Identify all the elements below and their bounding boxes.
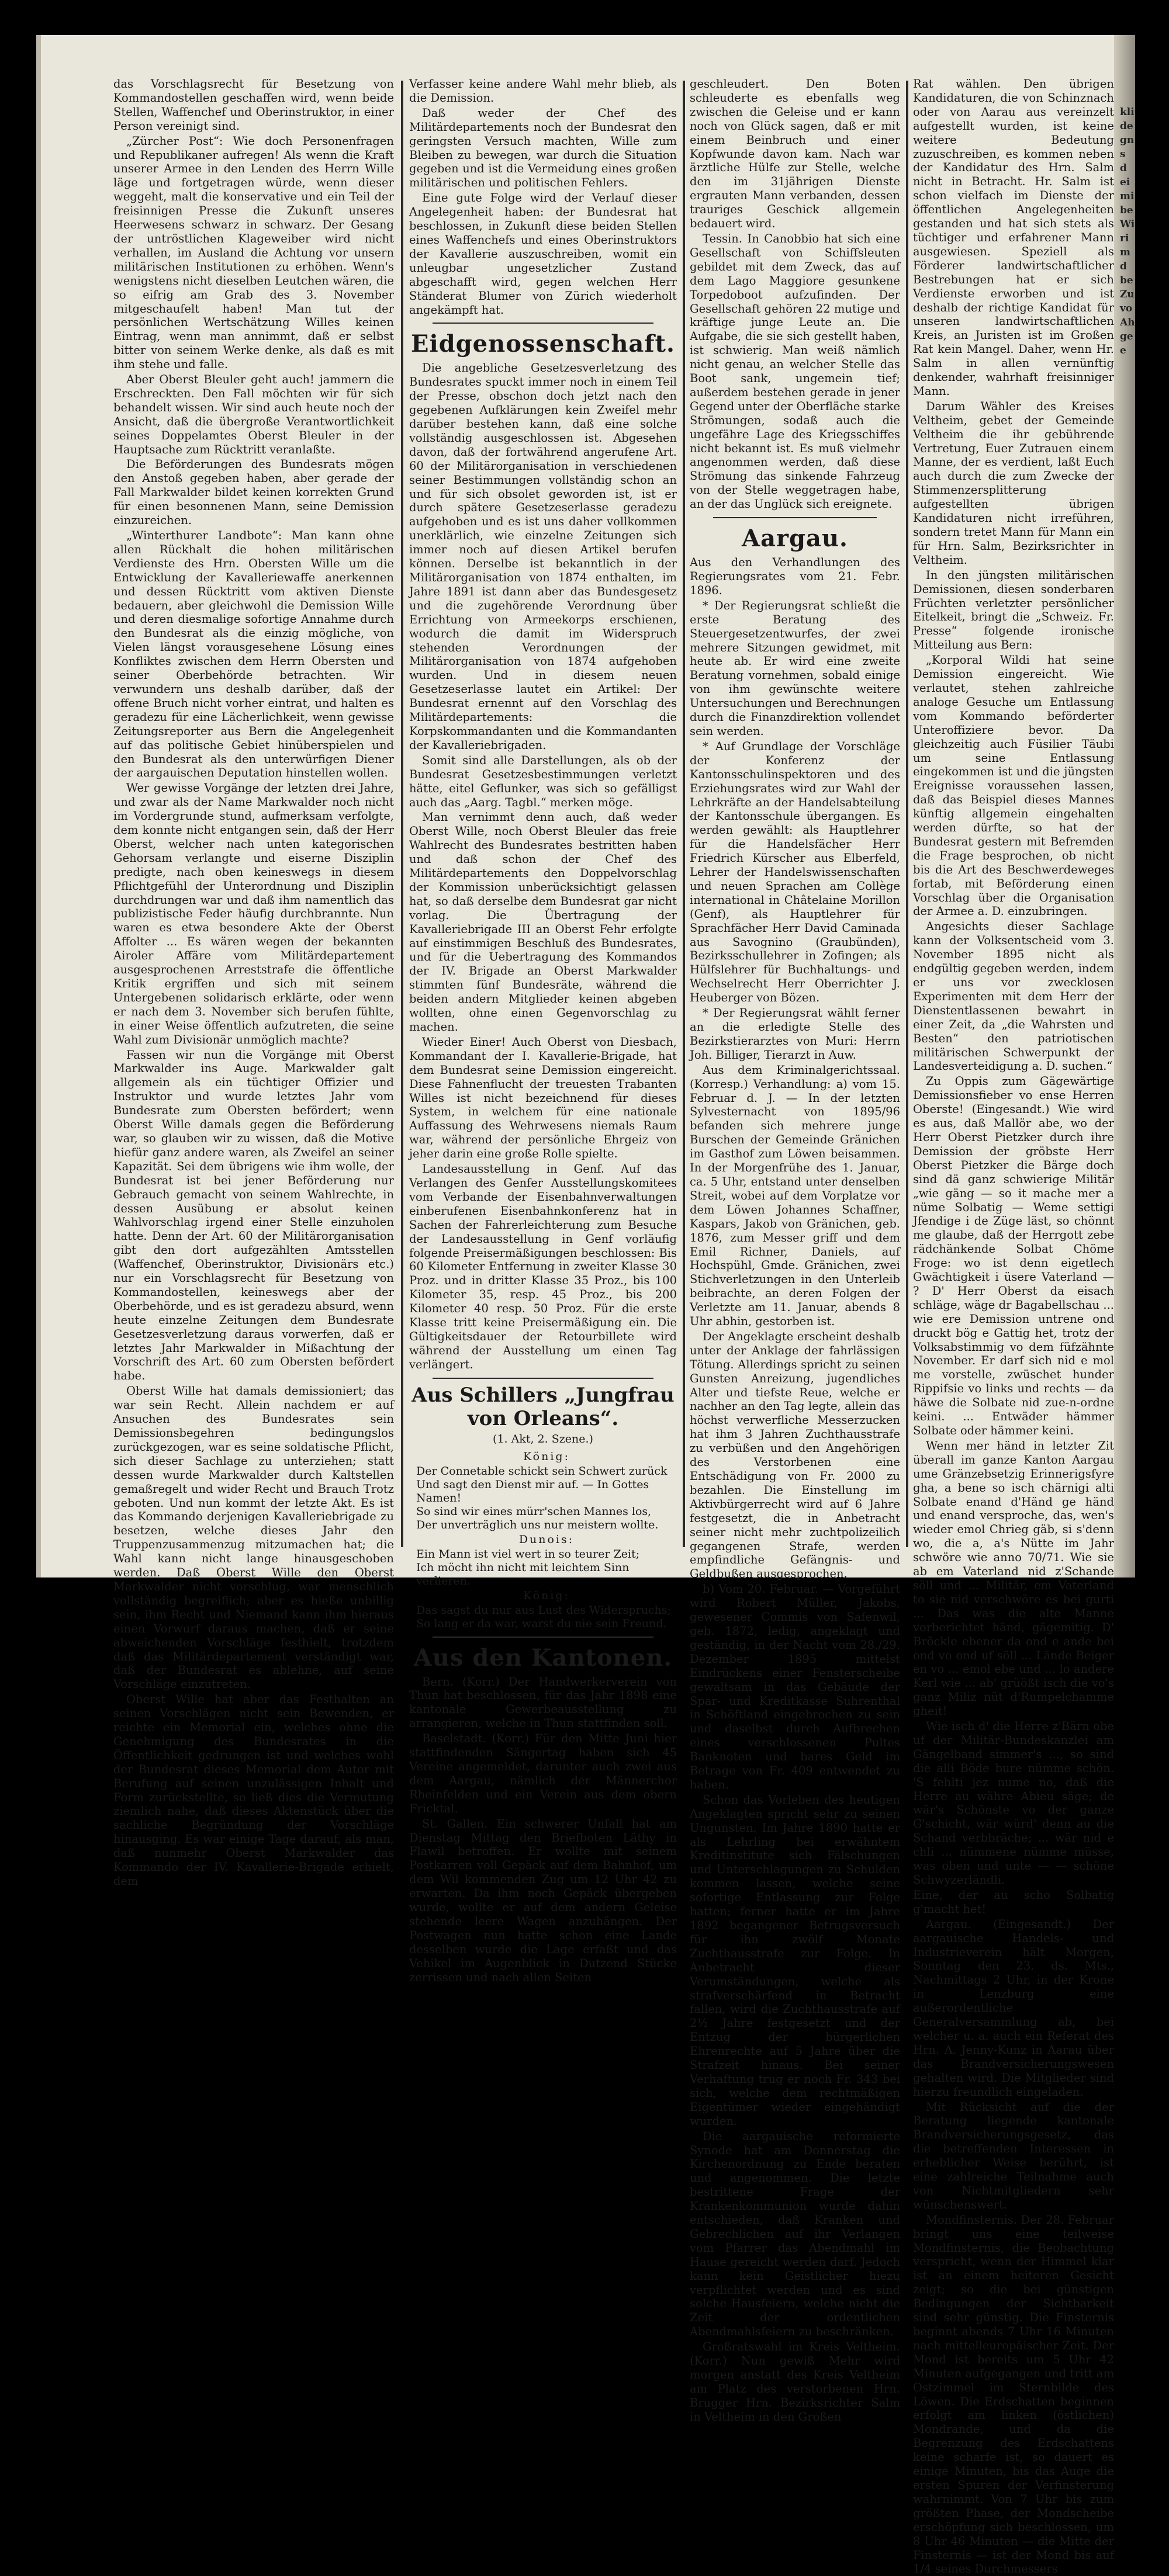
section-divider: [433, 1637, 653, 1638]
poem-line: So lang er da war, warst du nie sein Freund.: [416, 1617, 667, 1630]
article-paragraph: Der Angeklagte erscheint deshalb unter der Anklage der fahrlässigen Tötung. Allerdings spricht zu seinen Gunsten Anreizung, jugendliches Alter und tiefste Reue, welche er nachher an den Tag legte, allein das höchst verwerfliche Messerzucken hat ihm 3 Jahren Zuchthausstrafe zu verbüßen und den Angehörigen des Verstorbenen eine Entschädigung von Fr. 2000 zu bezahlen. Die Einstellung im Aktivbürgerrecht wird auf 6 Jahre festgesetzt, die in Anbetracht seiner nicht mehr zuchtpolizeilich gegangenen Strafe, werden empfindliche Gefängnis- und Geldbußen ausgesprochen.: [690, 1329, 900, 1581]
article-paragraph: Aargau. (Eingesandt.) Der aargauische Handels- und Industrieverein hält Morgen, Sonntag den 23. ds. Mts., Nachmittags 2 Uhr, in der Krone in Lenzburg eine außerordentliche Generalversammlung ab, bei welcher u. a. auch ein Referat des Hrn. A. Jenny-Kunz in Aarau über das Brandversicherungswesen gehalten wird. Die Mitglieder sind hierzu freundlich eingeladen.: [913, 1917, 1114, 2099]
article-paragraph: Darum Wähler des Kreises Veltheim, gebet der Gemeinde Veltheim die ihr gebührende Vertretung, Euer Zutrauen einem Manne, der es verdient, laßt Euch auch durch die zum Zwecke der Stimmenzersplitterung aufgestellten übrigen Kandidaturen nicht irreführen, sondern tretet Mann für Mann ein für Hrn. Salm, Bezirksrichter in Veltheim.: [913, 399, 1114, 567]
poem-speaker: König:: [523, 1589, 570, 1602]
article-paragraph: Die aargauische reformierte Synode hat am Donnerstag die Kirchenordnung zu Ende beraten und angenommen. Die letzte bestrittene Frage der Krankenkommunion wurde dahin entschieden, daß Kranken und Gebrechlichen auf ihr Verlangen vom Pfarrer das Abendmahl im Hause gereicht werden darf. Jedoch kann kein Geistlicher hiezu verpflichtet werden und es sind solche Hausfeiern, welche nicht die Zeit der ordentlichen Abendmahlsfeiern zu beschränken.: [690, 2129, 900, 2339]
article-paragraph: „Winterthurer Landbote“: Man kann ohne allen Rückhalt die hohen militärischen Verdienste des Hrn. Obersten Wille um die Entwicklung der Kavalleriewaffe anerkennen und dessen Rücktritt vom aktiven Dienste bedauern, aber gleichwohl die Demission Wille und deren diesmalige sofortige Annahme durch den Bundesrat als die einzig mögliche, von Vielen längst vorausgesehene Lösung eines Konfliktes zwischen dem Herrn Obersten und seiner Oberbehörde betrachten. Wir verwundern uns deshalb darüber, daß der offene Bruch nicht vorher eintrat, und halten es geradezu für eine Lächerlichkeit, wenn gewisse Zeitungsreporter aus Bern die Angelegenheit auf das politische Gebiet hinüberspielen und den Bundesrat als den unterwürfigen Diener der aargauischen Deputation hinstellen wollen.: [113, 529, 394, 780]
section-heading-eidgenossenschaft: Eidgenossenschaft.: [411, 330, 675, 358]
section-heading-kantonen: Aus den Kantonen.: [413, 1644, 673, 1672]
section-subheading-scene: (1. Akt, 2. Szene.): [493, 1432, 593, 1445]
article-paragraph: Landesausstellung in Genf. Auf das Verlangen des Genfer Ausstellungskomitees vom Verbande der Eisenbahnverwaltungen einberufenen Eisenbahnkonferenz hat in Sachen der Fahrerleichterung zum Besuche der Landesausstellung in Genf vorläufig folgende Preisermäßigungen beschlossen: Bis 60 Kilometer Entfernung in zweiter Klasse 30 Proz. und in dritter Klasse 35 Proz., bis 100 Kilometer 35, resp. 45 Proz., bis 200 Kilometer 40 resp. 50 Proz. Für die erste Klasse tritt keine Preisermäßigung ein. Die Gültigkeitsdauer der Retourbillete wird während der Ausstellung um einen Tag verlängert.: [409, 1162, 677, 1371]
section-divider: [433, 1378, 653, 1379]
article-paragraph: das Vorschlagsrecht für Besetzung von Kommandostellen geschaffen wird, wenn beide Stellen, Waffenchef und Oberinstruktor, in einer Person vereinigt sind.: [113, 77, 394, 133]
column-rule-2: [683, 81, 685, 1547]
article-paragraph: Aus dem Kriminalgerichtssaal. (Korresp.) Verhandlung: a) vom 15. Februar d. J. — In der letzten Sylvesternacht von 1895/96 befanden sich mehrere junge Burschen der Gemeinde Gränichen im Gasthof zum Löwen beisammen. In der Morgenfrühe des 1. Januar, ca. 5 Uhr, entstand unter denselben Streit, wobei auf dem Vorplatze vor dem Löwen Johannes Schaffner, Kaspars, Jakob von Gränichen, geb. 1876, zum Messer griff und dem Emil Richner, Daniels, auf Hochspühl, Gmde. Gränichen, zwei Stichverletzungen in den Unterleib beibrachte, an deren Folgen der Verletzte am 11. Januar, abends 8 Uhr abhin, gestorben ist.: [690, 1063, 900, 1329]
article-paragraph: Die Beförderungen des Bundesrats mögen den Anstoß gegeben haben, aber gerade der Fall Markwalder bildet keinen korrekten Grund für einen besonnenen Mann, seine Demission einzureichen.: [113, 457, 394, 528]
article-paragraph: In den jüngsten militärischen Demissionen, diesen sonderbaren Früchten verletzter persönlicher Eitelkeit, bringt die „Schweiz. Fr. Presse“ folgende ironische Mitteilung aus Bern:: [913, 568, 1114, 652]
column-2: [409, 77, 677, 1984]
section-heading-schiller: Aus Schillers „Jungfrau von Orleans“.: [411, 1383, 675, 1430]
article-paragraph: Mondfinsternis. Der 28. Februar bringt uns eine teilweise Mondfinsternis, die Beobachtung verspricht, wenn der Himmel klar ist an einem heiteren Gesicht zeigt; so die bei günstigen Bedingungen der Sichtbarkeit sind sehr günstig. Die Finsternis beginnt abends 7 Uhr 16 Minuten nach mittelleuropäischer Zeit. Der Mond ist bereits um 5 Uhr 42 Minuten aufgegangen und tritt am Ostzimmel im Sternbilde des Löwen. Die Erdschatten beginnen erfolgt am linken (östlichen) Mondrande, und da die Begrenzung des Erdschattens keine scharfe ist, so dauert es einige Minuten, bis das Auge die ersten Spuren der Verfinsterung wahrnimmt. Von 7 Uhr bis zum größten Phase, der Mondscheibe erschöpfung sich beschlossen, um 8 Uhr 46 Minuten — die Mitte der Finsternis — ist der Mond bis auf 1/4 seines Durchmessers: [913, 2213, 1114, 2576]
page-left-edge: [36, 35, 41, 1578]
poem-line: So sind wir eines mürr'schen Mannes los,: [416, 1504, 652, 1518]
article-paragraph: Bern. (Korr.) Der Handwerkerverein von Thun hat beschlossen, für das Jahr 1898 eine kantonale Gewerbeausstellung zu arrangieren, welche in Thun stattfinden soll.: [409, 1674, 677, 1731]
column-1: [113, 77, 394, 1888]
column-rule-3: [906, 81, 908, 1547]
article-paragraph: Wie isch d' die Herre z'Bärn obe uf der Militär-Bundeskanzlei am Gängelband simmer's ..., so sind die alli Böde bure nümme schön. 'S fehlti jez nume no, daß die Herre au währe Abieu säge; de wär's Schönste vo der ganze G'schicht, wär würd' denn au die Schand verbbräche; ... wär nid e chli ... nümmene nümme müsse, was oben und unte — — schöne Schwyzerländli.: [913, 1719, 1114, 1887]
article-paragraph: Tessin. In Canobbio hat sich eine Gesellschaft von Schiffsleuten gebildet mit dem Zweck, das auf dem Lago Maggiore gesunkene Torpedoboot aufzufinden. Der Gesellschaft gehören 22 mutige und kräftige junge Leute an. Die Aufgabe, die sie sich gestellt haben, ist schwierig. Man weiß nämlich nicht genau, an welcher Stelle das Boot sank, ungemein tief; außerdem bestehen gerade in jener Gegend unter der Oberfläche starke Strömungen, sodaß auch die ungefähre Lage des Kriegsschiffes nicht bekannt ist. Es muß vielmehr angenommen werden, daß diese Strömung das sinkende Fahrzeug von der Stelle weggetragen habe, an der das Unglück sich ereignete.: [690, 231, 900, 511]
article-paragraph: „Korporal Wildi hat seine Demission eingereicht. Wie verlautet, stehen zahlreiche analoge Gesuche um Entlassung vom Kommando beförderter Unteroffiziere bevor. Da gleichzeitig auch Füsilier Täubi um seine Entlassung eingekommen ist und die jüngsten Ereignisse voraussehen lassen, daß das Beispiel dieses Mannes künftig allgemein eingehalten werden dürfte, so hat der Bundesrat gestern mit Befremden die Frage besprochen, ob nicht bis die Art des Beschwerdeweges fortab, mit Beförderung einen Vorschlag über die Organisation der Armee a. D. einzubringen.: [913, 653, 1114, 918]
article-paragraph: Großratswahl im Kreis Veltheim. (Korr.) Nun gewiß Mehr wird morgen anstatt des Kreis Veltheim am Platz des verstorbenen Hrn. Brugger Hrn. Bezirksrichter Salm in Veltheim in den Großen: [690, 2340, 900, 2424]
poem-line: Und sagt den Dienst mir auf. — In Gottes Namen!: [416, 1478, 649, 1504]
article-paragraph: Fassen wir nun die Vorgänge mit Oberst Markwalder ins Auge. Markwalder galt allgemein als ein tüchtiger Offizier und Instruktor und wurde letztes Jahr vom Bundesrate zum Obersten befördert; wenn Oberst Wille damals gegen die Beförderung war, so glauben wir zu wissen, daß die Motive hiefür ganz andere waren, als Zweifel an seiner Kapazität. Sei dem übrigens wie ihm wolle, der Bundesrat ist bei jener Beförderung nur Gebrauch gemacht von seinem Wahlrechte, in dessen Ausübung er absolut keinen Wahlvorschlag irgend einer Stelle einzuholen hatte. Denn der Art. 60 der Militärorganisation gibt den dort aufgezählten Amtsstellen (Waffenchef, Oberinstruktor, Divisionärs etc.) nur ein Vorschlagsrecht für Besetzung von Kommandostellen, keineswegs aber der Oberbehörde, und es ist geradezu absurd, wenn heute einzelne Zeitungen dem Bundesrate Gesetzesverletzung daraus vorwerfen, daß er letztes Jahr Markwalder in Mißachtung der Vorschrift des Art. 60 zum Obersten befördert habe.: [113, 1048, 394, 1383]
article-paragraph: geschleudert. Den Boten schleuderte es ebenfalls weg zwischen die Geleise und er kann noch von Glück sagen, daß er mit einem Beinbruch und einer Kopfwunde davon kam. Nach war ärztliche Hülfe zur Stelle, welche den im 31jährigen Dienste ergrauten Mann verbanden, dessen trauriges Geschick allgemein bedauert wird.: [690, 77, 900, 231]
column-4: [913, 77, 1114, 2576]
column-3: [690, 77, 900, 2424]
article-paragraph: Wenn mer händ in letzter Zit überall im ganze Kanton Aargau ume Gränzebsetzig Erinnerigsfyre gha, a bene so isch chärnigi alti Solbate enand d'Händ ge händ und enand versproche, das, wen's wieder emol Chrieg gäb, si s'denn wo, die a, a's Nütte im Jahr schwöre wie anno 70/71. Wie sie ab em Vaterland nid z'Schande söll und ... Militär, em Vaterland to sie nid verschwöre es bei gurti ... Das was die alte Manne vorberichtet händ, gägemitig. D' Bröckle ebener da ond e ande bei ond vo ond uf söll ... Lände Beiger en vo ... emol ebe und ... lo andere Kerl wie ... ab' grüößt isch die vo's ganz Miliz nüt d'Rumpelchamme gheit!: [913, 1438, 1114, 1718]
article-paragraph: * Auf Grundlage der Vorschläge der Konferenz der Kantonsschulinspektoren und des Erziehungsrates wird zur Wahl der Lehrkräfte an der Handelsabteilung der Kantonsschule übergangen. Es werden gewählt: als Hauptlehrer für die Handelsfächer Herr Friedrich Kürscher aus Elberfeld, Lehrer der Handelswissenschaften und neuen Sprachen am Collège international in Châtelaine Morillon (Genf), als Hauptlehrer für Sprachfächer Herr David Caminada aus Savognino (Graubünden), Bezirksschullehrer in Zofingen; als Hülfslehrer für Buchhaltungs- und Wechselrecht Herr Oberrichter J. Heuberger von Bözen.: [690, 739, 900, 1005]
article-paragraph: Zu Oppis zum Gägewärtige Demissionsfieber vo ense Herren Oberste! (Eingesandt.) Wie wird es aus, daß Mallör abe, wo der Herr Oberst Pietzker durch ihre Demission der gröbste Herr Oberst Pietzker die Bärge doch sind dä ganz schwierige Militär „wie gäng — so it mache mer a nüme Solbatig — Weme settigi Jfendige i de Züge läst, so chönnt me glaube, daß der Herrgott zebe rädchänkende Solbat Chöme Froge: wo ist denn eigetlech Gwächtigkeit i üsere Vaterland — ? D' Herr Oberst da eisach schläge, wäge dr Bagabellschau ... wie ere Demission untrene ond druckt bög e Gattig het, trotz der Volksabstimmig vo dem füfzähnte November. Er darf sich nid e mol me vorstelle, zwüschet hunder Rippifsie vo links und rechts — da häwe die Solbate nid zue-n-ordne keini. ... Entwäder hämmer Solbate oder hämmer keini.: [913, 1074, 1114, 1437]
article-paragraph: Aber Oberst Bleuler geht auch! jammern die Erschreckten. Den Fall möchten wir für sich behandelt wissen. Wir sind auch heute noch der Ansicht, daß die übergroße Verantwortlichkeit seines Doppelamtes Oberst Bleuler in der Hauptsache zum Rücktritt veranlaßte.: [113, 373, 394, 456]
article-paragraph: Daß weder der Chef des Militärdepartements noch der Bundesrat den geringsten Versuch machten, Wille zum Bleiben zu bewegen, war durch die Situation gegeben und ist die Vermeidung eines großen militärischen und politischen Fehlers.: [409, 106, 677, 190]
poem-line: Das sagst du nur aus Lust des Widerspruchs;: [416, 1603, 671, 1617]
article-paragraph: St. Gallen. Ein schwerer Unfall hat am Dienstag Mittag den Briefboten Läthy in Flawil betroffen. Er wollte mit seinem Postkarren voll Gepäck auf dem Bahnhof, um dem Wil kommenden Zug um 12 Uhr 42 zu erwarten. Da ihm noch Gepäck übergeben wurde, wollte er auf dem andern Geleise stehende leere Wagen anzuhängen. Der Postwagen nun hatte schon eine Lande desselben wurde die Lage erfaßt und das Vehikel im Augenblick in Dutzend Stücke zerrissen und nach allen Seiten: [409, 1816, 677, 1984]
article-paragraph: Aus den Verhandlungen des Regierungsrates vom 21. Febr. 1896.: [690, 556, 900, 597]
article-paragraph: Wer gewisse Vorgänge der letzten drei Jahre, und zwar als der Name Markwalder noch nicht im Vordergrunde stund, aufmerksam verfolgte, dem konnte nicht entgangen sein, daß der Herr Oberst, welcher nach unten kategorischen Gehorsam verlangte und eiserne Disziplin predigte, nach oben keineswegs in diesem Pflichtgefühl der Unterordnung und Disziplin durchdrungen war und daß ihm namentlich das publizistische Feder häufig durchbrannte. Nun waren es etwa besondere Akte der Oberst Affolter ... Es wären wegen der bekannten Airoler Affäre vom Militärdepartement ausgesprochenen Arreststrafe die öffentliche Kritik ergriffen und sich mit seinem Untergebenen solidarisch erklärte, oder wenn er nach dem 3. November sich berufen fühlte, in einer Weise öffentlich aufzutreten, die seine Wahl zum Divisionär unmöglich machte?: [113, 781, 394, 1046]
article-paragraph: Rat wählen. Den übrigen Kandidaturen, die von Schinznach oder von Aarau aus vereinzelt aufgestellt wurden, ist keine weitere Bedeutung zuzuschreiben, es kommen neben der Kandidatur des Hrn. Salm nicht in Betracht. Hr. Salm ist schon vielfach im Dienste der öffentlichen Angelegenheiten gestanden und hat sich stets als tüchtiger und erfahrener Mann ausgewiesen. Speziell als Förderer landwirtschaftlicher Bestrebungen hat er sich Verdienste erworben und ist deshalb der richtige Kandidat für unseren landwirtschaftlichen Kreis, an Juristen ist im Großen Rat kein Mangel. Daher, wenn Hr. Salm in allen vernünftig denkender, wahrhaft freisinniger Mann.: [913, 77, 1114, 398]
article-paragraph: Eine, der au scho Solbatig g'macht het!: [913, 1888, 1114, 1916]
section-divider: [433, 323, 653, 324]
article-paragraph: * Der Regierungsrat wählt ferner an die erledigte Stelle des Bezirkstierarztes von Muri: Herrn Joh. Billiger, Tierarzt in Auw.: [690, 1006, 900, 1062]
article-paragraph: Schon das Vorleben des heutigen Angeklagten spricht sehr zu seinen Ungunsten. Im Jahre 1890 hatte er als Lehrling bei erwähntem Kreditinstitute sich Fälschungen und Unterschlagungen zu Schulden kommen lassen, welche seine sofortige Entlassung zur Folge hatten; ferner hatte er im Jahre 1892 begangener Betrugsversuch für ihn zwölf Monate Zuchthausstrafe zur Folge. In Anbetracht dieser Verumständungen, welche als strafverschärfend in Betracht fallen, wird die Zuchthausstrafe auf 2½ Jahre festgesetzt und der Entzug der bürgerlichen Ehrenrechte auf 5 Jahre über die Strafzeit hinaus. Bei seiner Verhaftung trug er noch Fr. 343 bei sich, welche dem rechtmäßigen Eigentümer wieder eingehändigt wurden.: [690, 1793, 900, 2128]
section-heading-aargau: Aargau.: [742, 525, 848, 553]
article-paragraph: Oberst Wille hat aber das Festhalten an seinen Vorschlägen nicht sein Bewenden, er reichte ein Memorial ein, welches ohne die Genehmigung des Bundesrates in die Öffentlichkeit gedrungen ist und welches wohl der Bundesrat dieses Memorial dem Autor mit Berufung auf seinen unzulässigen Inhalt und Form zurückstellte, so ließ dies die Vermutung ziemlich nahe, daß dieses Aktenstück über die sachliche Begründung der Vorschläge hinausging. Es war einige Tage darauf, als man, daß nunmehr Oberst Markwalder das Kommando der IV. Kavallerie-Brigade erhielt, dem: [113, 1693, 394, 1888]
column-rule-1: [401, 81, 403, 1547]
article-paragraph: Eine gute Folge wird der Verlauf dieser Angelegenheit haben: der Bundesrat hat beschlossen, in Zukunft diese beiden Stellen eines Waffenchefs und eines Oberinstruktors der Kavallerie auszuschreiben, womit ein unleugbar ungesetzlicher Zustand abgeschafft wird, gegen welchen Herr Ständerat Blumer von Zürich wiederholt angekämpft hat.: [409, 191, 677, 317]
article-paragraph: „Zürcher Post“: Wie doch Personenfragen und Republikaner aufregen! Als wenn die Kraft unserer Armee in den Lenden des Herrn Wille läge und fortgetragen würde, wenn dieser weggeht, malt die konservative und ein Teil der freisinnigen Presse die Zukunft unseres Heerwesens schwarz in schwarz. Der Gesang der untröstlichen Klageweiber wird nicht verhallen, im Ausland die Achtung vor unsern militärischen Institutionen zu erhöhen. Wenn's wenigstens nicht dieselben Leutchen wären, die so eifrig am Grab des 3. November mitgeschaufelt haben! Man tut der persönlichen Wertschätzung Willes keinen Eintrag, wenn man annimmt, daß er selbst bitter von seinem Werke denke, als daß es mit ihm stehe und falle.: [113, 134, 394, 372]
article-paragraph: Man vernimmt denn auch, daß weder Oberst Wille, noch Oberst Bleuler das freie Wahlrecht des Bundesrates bestritten haben und daß schon der Chef des Militärdepartements den Doppelvorschlag der Kommission unberücksichtigt gelassen hat, so daß derselbe dem Bundesrat gar nicht vorlag. Die Übertragung der Kavalleriebrigade III an Oberst Fehr erfolgte auf einstimmigen Beschluß des Bundesrates, und für die Uebertragung des Kommandos der IV. Brigade an Oberst Markwalder stimmten fünf Bundesräte, während die beiden andern Mitglieder keinen abgeben wollten, ohne einen Gegenvorschlag zu machen.: [409, 810, 677, 1034]
article-paragraph: Somit sind alle Darstellungen, als ob der Bundesrat Gesetzesbestimmungen verletzt hätte, eitel Geflunker, was sich so gefälligst auch das „Aarg. Tagbl.“ merken möge.: [409, 753, 677, 809]
next-page-column-fragment: kli de gn s d ei mi be Wi ri m d be Zu vo Ah ge e: [1120, 106, 1135, 356]
poem-excerpt: [416, 1450, 677, 1631]
article-paragraph: b) Vom 20. Februar. — Vorgeführt wird Robert Müller, Jakobs, gewesener Commis von Safenwil, geb. 1872, ledig, angeklagt und geständig, in der Nacht vom 28./29. Dezember 1895 mittelst Eindrückens einer Fensterscheibe gewaltsam in das Gebäude der Spar- und Kreditkasse Suhrenthal in Schöftland eingebrochen zu sein und daselbst durch Aufbrechen eines verschlossenen Pultes Banknoten und bares Geld im Betrage von Fr. 409 entwendet zu haben.: [690, 1582, 900, 1791]
article-paragraph: Verfasser keine andere Wahl mehr blieb, als die Demission.: [409, 77, 677, 105]
section-divider: [713, 517, 877, 518]
article-paragraph: Angesichts dieser Sachlage kann der Volksentscheid vom 3. November 1895 nicht als endgültig gegeben werden, indem er uns vor zwecklosen Experimenten mit dem Herr der Dienstentlassenen bewahrt in einer Zeit, da „die Wahrsten und Besten“ den patriotischen militärischen Schwerpunkt der Landesverteidigung a. D. suchen.“: [913, 920, 1114, 1073]
poem-speaker: König:: [523, 1450, 570, 1463]
article-paragraph: Oberst Wille hat damals demissioniert; das war sein Recht. Allein nachdem er auf Ansuchen des Bundesrates sein Demissionsbegehren bedingungslos zurückgezogen, war es seine soldatische Pflicht, sich dieser Sachlage zu unterziehen; statt dessen wurde Markwalder durch Kaltstellen gemaßregelt und wider Recht und Brauch Trotz geboten. Und nun kommt der letzte Akt. Es ist das Kommando derjenigen Kavalleriebrigade zu besetzen, welche dieses Jahr den Truppenzusammenzug mitzumachen hat; die Wahl kann nicht lange hinausgeschoben werden. Daß Oberst Wille den Oberst Markwalder nicht vorschlug, war menschlich vollständig begreiflich; aber es hieße unbillig sein, ihm Recht und Niemand kann ihm hieraus einen Vorwurf daraus machen, daß er seine abweichenden Vorschläge festhielt, trotzdem daß das Militärdepartement verständigt war, daß der Bundesrat es ablehne, auf seine Vorschläge einzutreten.: [113, 1384, 394, 1691]
article-paragraph: Die angebliche Gesetzesverletzung des Bundesrates spuckt immer noch in einem Teil der Presse, obschon doch jetzt nach den gegebenen Aufklärungen kein Zweifel mehr darüber bestehen kann, daß eine solche vollständig ausgeschlossen ist. Abgesehen davon, daß der fortwährend angerufene Art. 60 der Militärorganisation in verschiedenen seiner Bestimmungen vollständig schon an und für sich obsolet geworden ist, ist er durch spätere Gesetzeserlasse geradezu aufgehoben und es ist uns daher vollkommen unerklärlich, wie einzelne Zeitungen sich immer noch auf diesen Artikel berufen können. Derselbe ist bekanntlich in der Militärorganisation von 1874 enthalten, im Jahre 1891 ist dann aber das Bundesgesetz und die zugehörende Verordnung über Errichtung von Armeekorps erschienen, wodurch die damit im Widerspruch stehenden Verordnungen der Militärorganisation von 1874 aufgehoben wurden. Und in diesem neuen Gesetzeserlasse lautet ein Artikel: Der Bundesrat ernennt auf den Vorschlag des Militärdepartements: die Korpskommandanten und die Kommandanten der Kavalleriebrigaden.: [409, 361, 677, 752]
article-paragraph: Mit Rücksicht auf die der Beratung liegende kantonale Brandversicherungsgesetz, das die betreffenden Interessen in erheblicher Weise berührt, ist eine zahlreiche Teilnahme auch von Nichtmitgliedern sehr wünschenswert.: [913, 2100, 1114, 2211]
poem-line: Der unverträglich uns nur meistern wollte.: [416, 1518, 659, 1531]
poem-line: Der Connetable schickt sein Schwert zurück: [416, 1464, 667, 1478]
poem-line: Ein Mann ist viel wert in so teurer Zeit;: [416, 1547, 640, 1561]
article-paragraph: Baselstadt. (Korr.) Für den Mitte Juni hier stattfindenden Sängertag haben sich 45 Vereine angemeldet, darunter auch zwei aus dem Aargau, nämlich der Männerchor Rheinfelden und ein Verein aus dem obern Fricktal.: [409, 1732, 677, 1815]
newspaper-page: [36, 35, 1135, 2576]
poem-speaker: Dunois:: [518, 1533, 575, 1546]
article-paragraph: * Der Regierungsrat schließt die erste Beratung des Steuergesetzentwurfes, der zwei mehrere Sitzungen gewidmet, mit heute ab. Er wird eine zweite Beratung vornehmen, sobald einige von ihm gewünschte weitere Untersuchungen und Berechnungen durch die Finanzdirektion vollendet sein werden.: [690, 598, 900, 738]
poem-line: Ich möcht ihn nicht mit leichtem Sinn verlieren.: [416, 1561, 630, 1587]
article-paragraph: Wieder Einer! Auch Oberst von Diesbach, Kommandant der I. Kavallerie-Brigade, hat dem Bundesrat seine Demission eingereicht. Diese Fahnenflucht der treuesten Trabanten Willes ist nicht bezeichnend für dieses System, in welchem für eine nationale Auffassung des Wehrwesens niemals Raum war, während der persönliche Ehrgeiz von jeher darin eine große Rolle spielte.: [409, 1035, 677, 1161]
